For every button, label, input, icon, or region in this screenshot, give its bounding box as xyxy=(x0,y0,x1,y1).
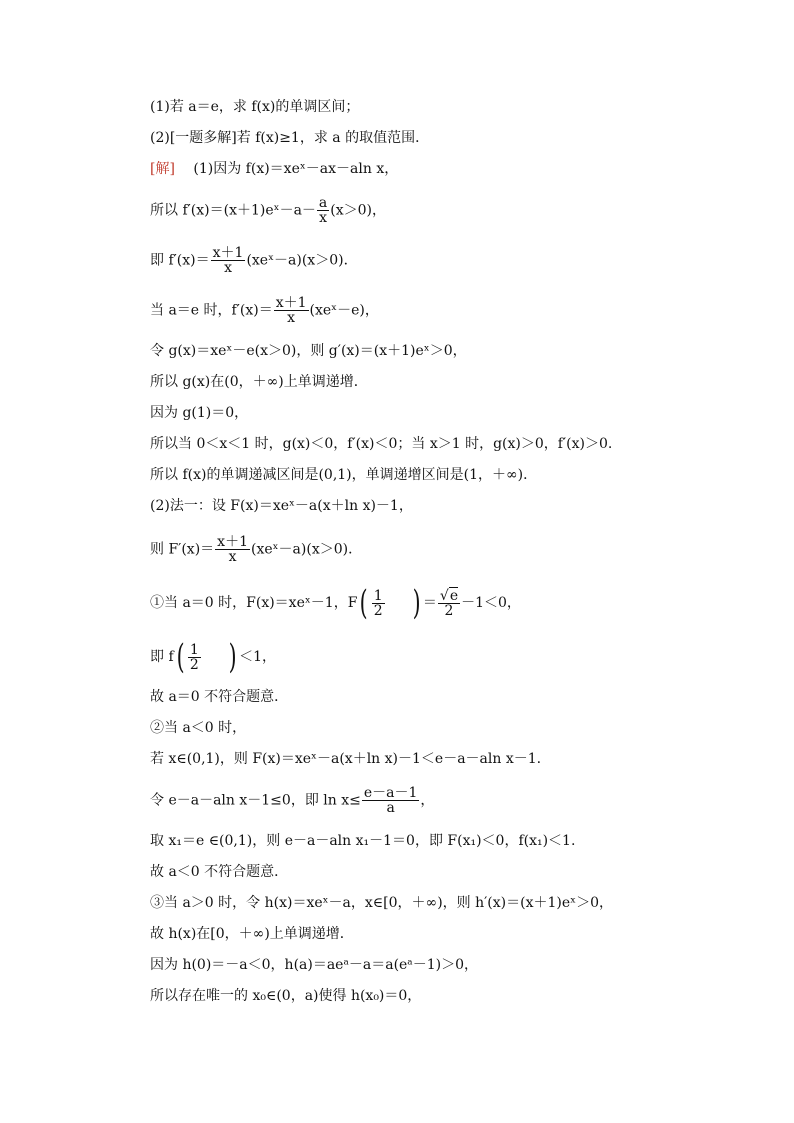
a-zero-conclusion: 故 a＝0 不符合题意． xyxy=(150,689,289,705)
text: (x＞0)， xyxy=(330,202,387,219)
case-a-positive-line: ③当 a＞0 时，令 h(x)＝xeˣ－a，x∈[0，＋∞)，则 h′(x)＝(x＋1)eˣ＞0， xyxy=(150,895,613,911)
text: 令 e－a－aln x－1≤0，即 ln x≤ xyxy=(150,792,361,809)
solution-tag: [解] xyxy=(150,161,175,177)
numerator: x＋1 xyxy=(217,534,248,550)
left-paren: ( xyxy=(176,637,185,677)
denominator: x xyxy=(224,260,232,276)
numerator: 1 xyxy=(189,641,199,658)
numerator: 1 xyxy=(373,587,383,604)
fraction xyxy=(188,643,201,672)
derivative-factored-line xyxy=(150,246,358,275)
text: ＝ xyxy=(422,595,437,611)
text: 当 a＝e 时，f′(x)＝ xyxy=(150,302,273,319)
right-paren: ) xyxy=(412,583,421,623)
case-a-zero-line xyxy=(150,583,521,623)
numerator: x＋1 xyxy=(212,245,244,261)
question-part-2: (2)[一题多解]若 f(x)≥1，求 a 的取值范围． xyxy=(150,130,430,146)
monotonic-intervals-line: 所以 f(x)的单调递减区间是(0,1)，单调递增区间是(1，＋∞)． xyxy=(150,467,538,483)
a-negative-conclusion: 故 a＜0 不符合题意． xyxy=(150,864,289,880)
denominator: x xyxy=(228,549,237,565)
text: 即 f xyxy=(150,649,174,665)
f-half-line xyxy=(150,637,277,677)
define-g-line: 令 g(x)＝xeˣ－e(x＞0)，则 g′(x)＝(x＋1)eˣ＞0， xyxy=(150,343,467,359)
fraction xyxy=(215,535,250,564)
numerator: x＋1 xyxy=(275,295,307,311)
text: ， xyxy=(420,792,435,809)
denominator: 2 xyxy=(189,656,199,673)
text: ①当 a＝0 时，F(x)＝xeˣ－1，F xyxy=(150,595,358,611)
method-one-line: (2)法一：设 F(x)＝xeˣ－a(x＋ln x)－1， xyxy=(150,498,413,514)
radicand: e xyxy=(449,587,459,604)
text: (xeˣ－e)， xyxy=(309,302,379,319)
left-paren: ( xyxy=(360,583,369,623)
sign-analysis-line: 所以当 0＜x＜1 时，g(x)＜0，f′(x)＜0；当 x＞1 时，g(x)＞0，f′(x)＞0. xyxy=(150,436,613,452)
g-increasing-line: 所以 g(x)在(0，＋∞)上单调递增． xyxy=(150,374,368,390)
F-derivative-line xyxy=(150,535,362,564)
h-increasing-line: 故 h(x)在[0，＋∞)上单调递增． xyxy=(150,926,354,942)
right-paren: ) xyxy=(228,637,237,677)
g-at-one-line: 因为 g(1)＝0， xyxy=(150,405,249,421)
fraction xyxy=(372,589,385,618)
denominator: 2 xyxy=(444,602,454,619)
text: ＜1， xyxy=(239,649,277,665)
choose-x1-line: 取 x₁＝e ∈(0,1)，则 e－a－aln x₁－1＝0，即 F(x₁)＜0，f(x₁)＜1. xyxy=(150,833,576,849)
denominator: 2 xyxy=(373,602,383,619)
case-a-equals-e-line xyxy=(150,296,379,325)
fraction xyxy=(274,296,309,325)
text: －1＜0， xyxy=(461,595,521,611)
numerator: a xyxy=(318,195,328,211)
denominator: a xyxy=(386,800,395,816)
denominator: x xyxy=(287,310,296,326)
sqrt-fraction xyxy=(438,589,460,618)
fraction xyxy=(317,196,329,225)
case-a-negative-line: ②当 a＜0 时， xyxy=(150,720,247,736)
numerator: √e xyxy=(439,587,459,604)
solution-text: (1)因为 f(x)＝xeˣ－ax－aln x， xyxy=(193,161,399,177)
text: 即 f′(x)＝ xyxy=(150,252,210,269)
solution-line-1 xyxy=(150,160,398,178)
derivative-line xyxy=(150,196,386,225)
text: (xeˣ－a)(x＞0)． xyxy=(246,252,358,269)
text: (xeˣ－a)(x＞0)． xyxy=(250,541,363,558)
negative-estimate-line: 若 x∈(0,1)，则 F(x)＝xeˣ－a(x＋ln x)－1＜e－a－aln x－1. xyxy=(150,751,542,767)
question-part-1: (1)若 a＝e，求 f(x)的单调区间； xyxy=(150,99,360,115)
text: 则 F′(x)＝ xyxy=(150,541,215,558)
ln-inequality-line xyxy=(150,786,434,815)
fraction xyxy=(211,246,246,275)
h-values-line: 因为 h(0)＝－a＜0，h(a)＝aeᵃ－a＝a(eᵃ－1)＞0， xyxy=(150,957,478,973)
numerator: e－a－1 xyxy=(363,785,418,801)
denominator: x xyxy=(319,210,328,226)
fraction xyxy=(362,786,420,815)
text: 所以 f′(x)＝(x＋1)eˣ－a－ xyxy=(150,202,316,219)
unique-zero-line: 所以存在唯一的 x₀∈(0，a)使得 h(x₀)＝0， xyxy=(150,988,422,1004)
